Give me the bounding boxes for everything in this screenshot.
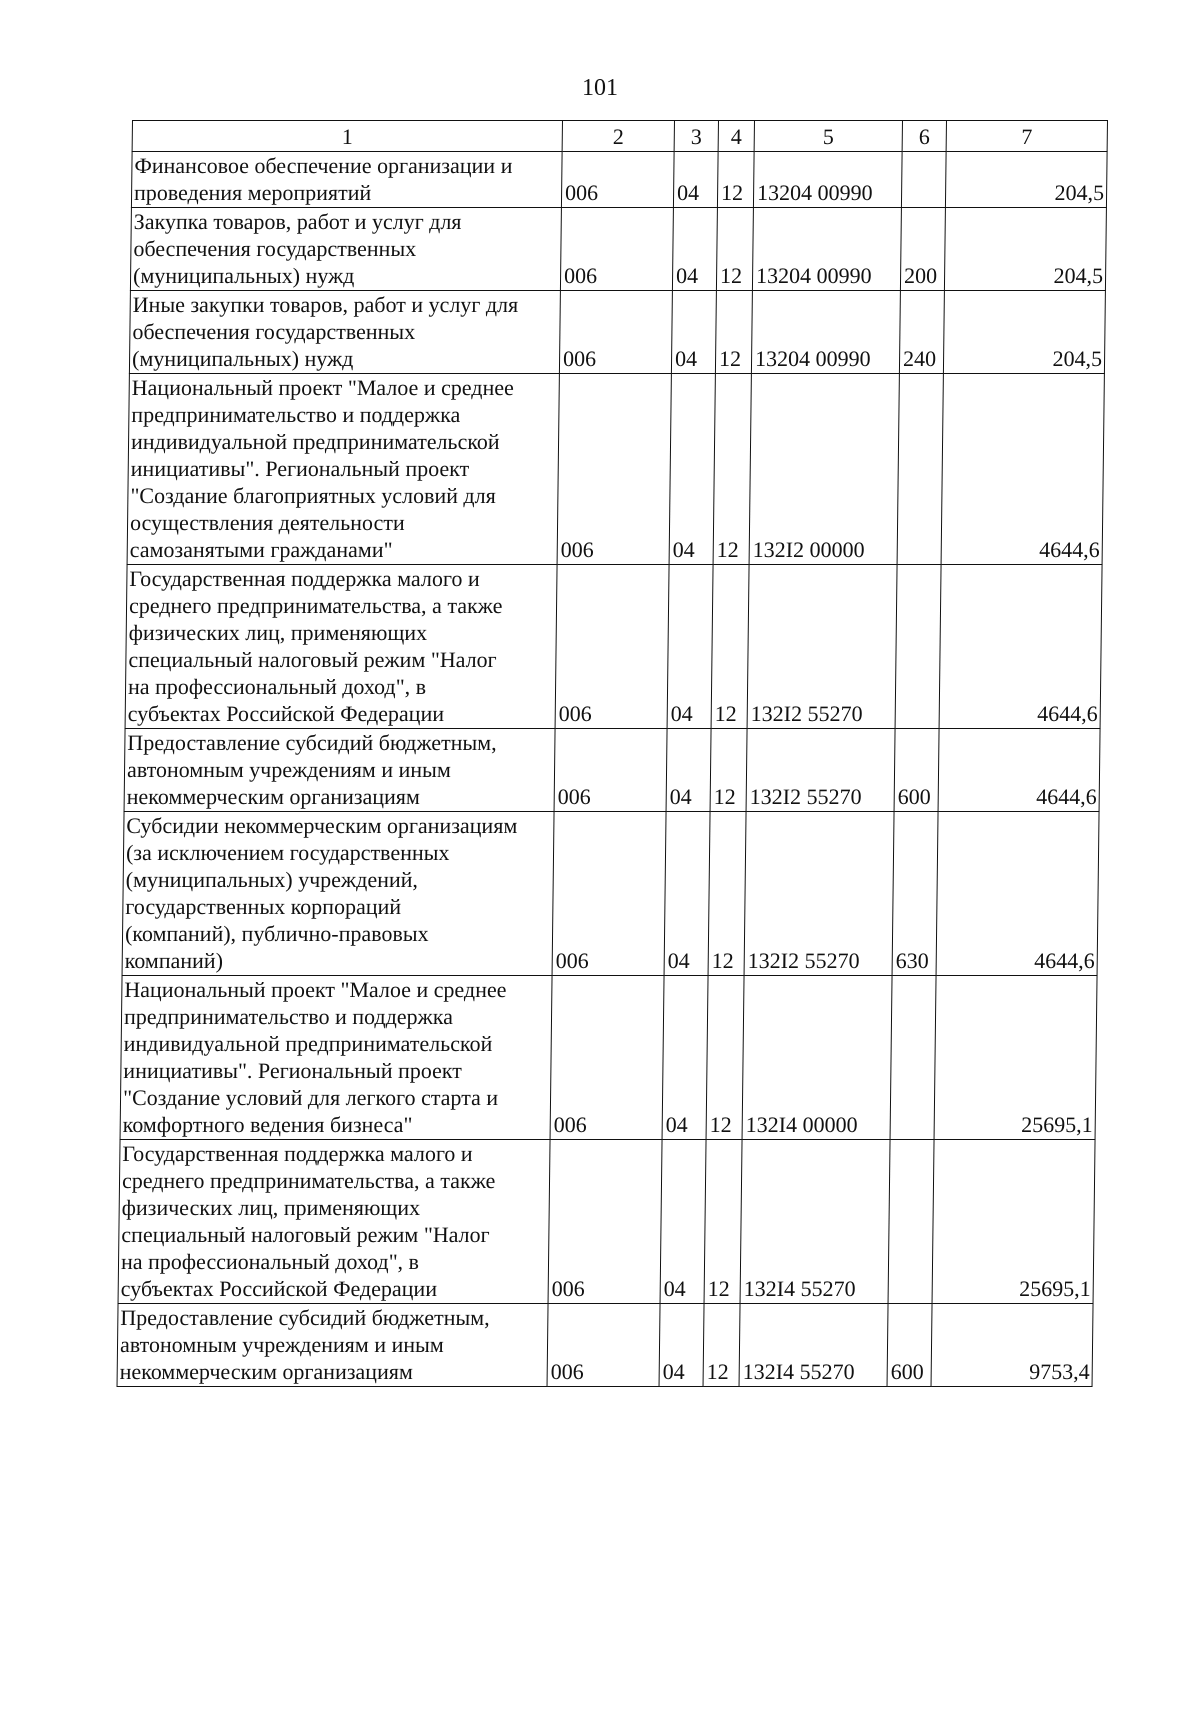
row-section-cell: 04 — [669, 374, 715, 565]
row-name-line: Государственная поддержка малого и — [129, 566, 480, 591]
row-expense-type-cell: 200 — [900, 208, 945, 291]
row-name-line: "Создание условий для легкого старта и — [122, 1085, 499, 1110]
row-name-line: физических лиц, применяющих — [128, 620, 428, 645]
row-expense-type-cell — [901, 152, 946, 208]
row-subsection-cell: 12 — [710, 729, 747, 812]
row-amount-cell: 4644,6 — [939, 565, 1102, 729]
row-section-cell: 04 — [666, 729, 711, 812]
row-section-cell: 04 — [672, 208, 717, 291]
row-name-cell — [118, 1140, 550, 1304]
row-name-line: Государственная поддержка малого и — [122, 1141, 473, 1166]
row-name-line: субъектах Российской Федерации — [120, 1276, 438, 1301]
row-name-line: Финансовое обеспечение организации и — [134, 153, 513, 178]
row-subsection-cell: 12 — [716, 208, 753, 291]
table-row — [131, 152, 1107, 208]
row-name-cell — [131, 152, 562, 208]
header-cell-3: 3 — [674, 121, 718, 152]
table-row — [129, 291, 1105, 374]
row-subsection-cell: 12 — [708, 812, 746, 976]
row-chapter-code-cell: 006 — [548, 1140, 662, 1304]
header-cell-6: 6 — [902, 121, 946, 152]
row-amount-cell: 25695,1 — [934, 976, 1097, 1140]
row-expense-type-cell: 630 — [892, 812, 938, 976]
row-section-cell: 04 — [659, 1304, 704, 1387]
row-target-article-cell: 132I2 55270 — [746, 729, 895, 812]
row-chapter-code-cell: 006 — [554, 729, 667, 812]
row-name-line: инициативы". Региональный проект — [130, 456, 470, 481]
row-amount-cell: 204,5 — [944, 208, 1106, 291]
row-amount-cell: 25695,1 — [932, 1140, 1095, 1304]
row-name-cell — [122, 812, 554, 976]
row-name-line: Субсидии некоммерческим организациям — [126, 813, 518, 838]
row-name-line: проведения мероприятий — [133, 180, 372, 205]
row-name-cell — [124, 729, 555, 812]
row-name-line: Национальный проект "Малое и среднее — [131, 375, 515, 400]
row-name-line: осуществления деятельности — [129, 510, 405, 535]
row-section-cell: 04 — [667, 565, 713, 729]
header-cell-1: 1 — [132, 121, 562, 152]
row-section-cell: 04 — [671, 291, 716, 374]
row-name-line: некоммерческим организациям — [126, 784, 421, 809]
row-subsection-cell: 12 — [703, 1304, 740, 1387]
row-name-cell — [129, 291, 560, 374]
row-name-line: Предоставление субсидий бюджетным, — [127, 730, 497, 755]
row-name-line: субъектах Российской Федерации — [127, 701, 445, 726]
row-chapter-code-cell: 006 — [555, 565, 669, 729]
row-target-article-cell: 13204 00990 — [752, 208, 901, 291]
row-name-line: предпринимательство и поддержка — [123, 1004, 454, 1029]
row-target-article-cell: 132I2 55270 — [744, 812, 894, 976]
row-name-line: (компаний), публично-правовых — [124, 921, 429, 946]
row-section-cell: 04 — [662, 976, 708, 1140]
row-amount-cell: 204,5 — [943, 291, 1105, 374]
row-expense-type-cell: 600 — [887, 1304, 932, 1387]
row-chapter-code-cell: 006 — [557, 374, 671, 565]
row-name-line: инициативы". Региональный проект — [123, 1058, 463, 1083]
row-target-article-cell: 132I4 55270 — [740, 1140, 890, 1304]
row-name-line: специальный налоговый режим "Налог — [128, 647, 497, 672]
row-name-line: государственных корпораций — [125, 894, 402, 919]
budget-table — [117, 120, 1108, 1387]
row-name-line: на профессиональный доход", в — [120, 1249, 420, 1274]
row-section-cell: 04 — [660, 1140, 706, 1304]
row-expense-type-cell: 240 — [899, 291, 944, 374]
row-amount-cell: 9753,4 — [931, 1304, 1093, 1387]
table-header-row — [132, 121, 1107, 152]
row-name-line: Закупка товаров, работ и услуг для — [133, 209, 462, 234]
table-row — [124, 729, 1100, 812]
row-amount-cell: 4644,6 — [941, 374, 1104, 565]
row-name-cell — [125, 565, 557, 729]
row-name-line: некоммерческим организациям — [119, 1359, 414, 1384]
row-name-line: обеспечения государственных — [132, 319, 416, 344]
table-row — [117, 1304, 1093, 1387]
row-name-cell — [130, 208, 561, 291]
row-chapter-code-cell: 006 — [560, 208, 673, 291]
row-name-line: на профессиональный доход", в — [127, 674, 427, 699]
table-row — [120, 976, 1097, 1140]
row-target-article-cell: 132I4 00000 — [742, 976, 892, 1140]
page-number: 101 — [582, 75, 618, 101]
row-section-cell: 04 — [664, 812, 710, 976]
row-name-line: автономным учреждениям и иным — [119, 1332, 444, 1357]
row-chapter-code-cell: 006 — [552, 812, 666, 976]
header-cell-2: 2 — [562, 121, 674, 152]
row-name-line: Предоставление субсидий бюджетным, — [120, 1305, 490, 1330]
row-name-line: Иные закупки товаров, работ и услуг для — [132, 292, 519, 317]
row-name-line: самозанятыми гражданами" — [129, 537, 393, 562]
row-name-line: физических лиц, применяющих — [121, 1195, 421, 1220]
row-expense-type-cell — [888, 1140, 934, 1304]
row-name-line: среднего предпринимательства, а также — [128, 593, 503, 618]
row-amount-cell: 4644,6 — [936, 812, 1099, 976]
row-name-line: индивидуальной предпринимательской — [130, 429, 500, 454]
row-expense-type-cell: 600 — [894, 729, 939, 812]
row-chapter-code-cell: 006 — [550, 976, 664, 1140]
row-name-line: автономным учреждениям и иным — [126, 757, 451, 782]
row-amount-cell: 204,5 — [945, 152, 1107, 208]
row-chapter-code-cell: 006 — [561, 152, 674, 208]
row-name-line: (за исключением государственных — [125, 840, 450, 865]
header-cell-5: 5 — [754, 121, 902, 152]
row-target-article-cell: 13204 00990 — [751, 291, 900, 374]
header-cell-7: 7 — [946, 121, 1107, 152]
row-name-line: "Создание благоприятных условий для — [130, 483, 496, 508]
table-row — [130, 208, 1106, 291]
row-target-article-cell: 13204 00990 — [753, 152, 902, 208]
row-name-line: комфортного ведения бизнеса" — [122, 1112, 413, 1137]
row-name-line: среднего предпринимательства, а также — [121, 1168, 496, 1193]
row-expense-type-cell — [897, 374, 943, 565]
row-name-line: Национальный проект "Малое и среднее — [124, 977, 507, 1002]
row-name-line: (муниципальных) учреждений, — [125, 867, 419, 892]
row-target-article-cell: 132I2 00000 — [749, 374, 899, 565]
row-name-cell — [117, 1304, 548, 1387]
row-subsection-cell: 12 — [717, 152, 754, 208]
row-section-cell: 04 — [673, 152, 718, 208]
row-subsection-cell: 12 — [713, 374, 751, 565]
row-name-line: обеспечения государственных — [133, 236, 417, 261]
row-name-cell — [127, 374, 559, 565]
table-row — [122, 812, 1099, 976]
row-expense-type-cell — [890, 976, 936, 1140]
row-name-cell — [120, 976, 552, 1140]
row-expense-type-cell — [895, 565, 941, 729]
row-subsection-cell: 12 — [715, 291, 752, 374]
row-target-article-cell: 132I2 55270 — [747, 565, 897, 729]
row-subsection-cell: 12 — [704, 1140, 742, 1304]
header-cell-4: 4 — [718, 121, 754, 152]
row-name-line: индивидуальной предпринимательской — [123, 1031, 493, 1056]
row-name-line: специальный налоговый режим "Налог — [121, 1222, 490, 1247]
row-name-line: (муниципальных) нужд — [131, 346, 354, 371]
row-target-article-cell: 132I4 55270 — [739, 1304, 888, 1387]
table-row — [125, 565, 1102, 729]
table-row — [118, 1140, 1095, 1304]
row-chapter-code-cell: 006 — [547, 1304, 660, 1387]
row-name-line: (муниципальных) нужд — [132, 263, 355, 288]
row-subsection-cell: 12 — [706, 976, 744, 1140]
table-row — [127, 374, 1104, 565]
row-chapter-code-cell: 006 — [559, 291, 672, 374]
row-name-line: компаний) — [124, 948, 224, 973]
row-subsection-cell: 12 — [711, 565, 749, 729]
row-amount-cell: 4644,6 — [938, 729, 1100, 812]
row-name-line: предпринимательство и поддержка — [131, 402, 461, 427]
